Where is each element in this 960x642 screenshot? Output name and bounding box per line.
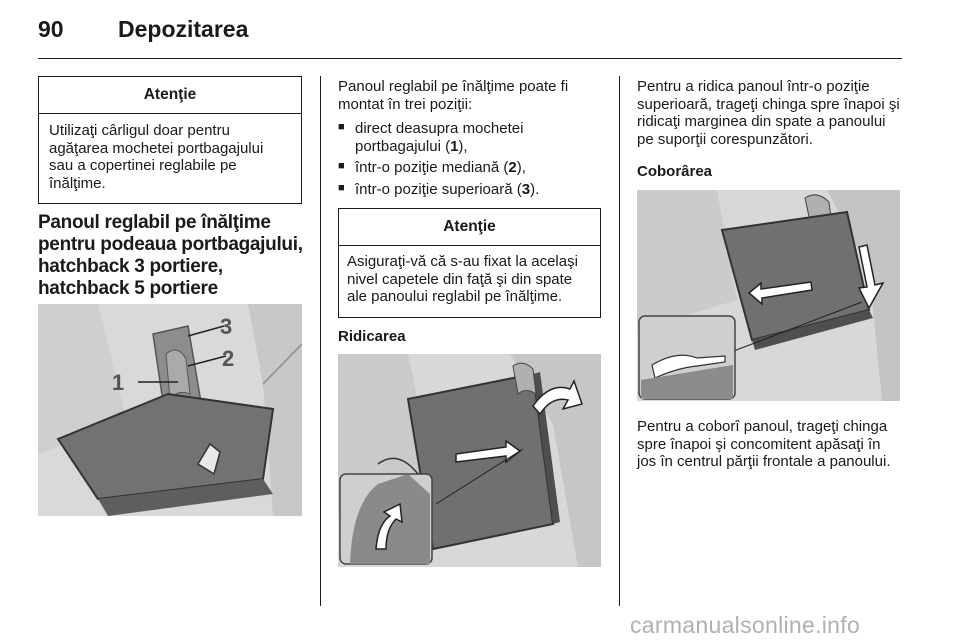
figure-trunk-floor-positions bbox=[38, 304, 302, 516]
callout-1: 1 bbox=[112, 370, 125, 395]
warning-body: Asiguraţi-vă că s-au fixat la acelaşi nivel capetele din faţă şi din spate ale panoului reglabil pe înălţime. bbox=[347, 253, 578, 305]
figure-lower-panel bbox=[637, 190, 900, 401]
header-rule bbox=[38, 58, 902, 59]
trunk-floor-illustration bbox=[38, 304, 302, 516]
column-divider-2 bbox=[619, 76, 620, 606]
position-list bbox=[338, 120, 600, 202]
raise-instructions: Pentru a ridica panoul într-o poziţie superioară, trageţi chinga spre înapoi şi ridicaţi marginea din spate a panoului pe suporţii corespunzători. bbox=[637, 78, 900, 148]
lower-instructions: Pentru a coborî panoul, trageţi chinga spre înapoi şi concomitent apăsaţi în jos în centrul părţii frontale a panoului. bbox=[637, 418, 891, 470]
list-item: ■ într-o poziţie superioară (3). bbox=[338, 181, 600, 199]
watermark: carmanualsonline.info bbox=[630, 612, 861, 638]
raise-panel-illustration bbox=[338, 354, 601, 567]
page-number: 90 bbox=[38, 16, 64, 42]
warning-box-2 bbox=[338, 208, 601, 318]
subheading-lower: Coborârea bbox=[637, 163, 713, 180]
chapter-title: Depozitarea bbox=[118, 16, 249, 42]
figure-raise-panel bbox=[338, 354, 601, 567]
warning-title: Atenţie bbox=[339, 209, 600, 246]
list-item: ■ direct deasupra mochetei portbagajului (1), bbox=[338, 120, 600, 155]
warning-body: Utilizaţi cârligul doar pentru agăţarea mochetei portbagajului sau a copertinei reglabile pe înălţime. bbox=[49, 122, 264, 192]
section-heading: Panoul reglabil pe înălţime pentru podeaua portbagajului, hatchback 3 portiere, hatchback 5 portiere bbox=[38, 212, 303, 299]
warning-title: Atenţie bbox=[39, 77, 301, 114]
list-item: ■ într-o poziţie mediană (2), bbox=[338, 159, 600, 177]
column-divider-1 bbox=[320, 76, 321, 606]
warning-box-1 bbox=[38, 76, 302, 204]
lower-panel-illustration bbox=[637, 190, 900, 401]
subheading-raise: Ridicarea bbox=[338, 328, 406, 345]
callout-3: 3 bbox=[220, 314, 233, 339]
callout-2: 2 bbox=[222, 346, 235, 371]
intro-text: Panoul reglabil pe înălţime poate fi montat în trei poziţii: bbox=[338, 78, 569, 113]
